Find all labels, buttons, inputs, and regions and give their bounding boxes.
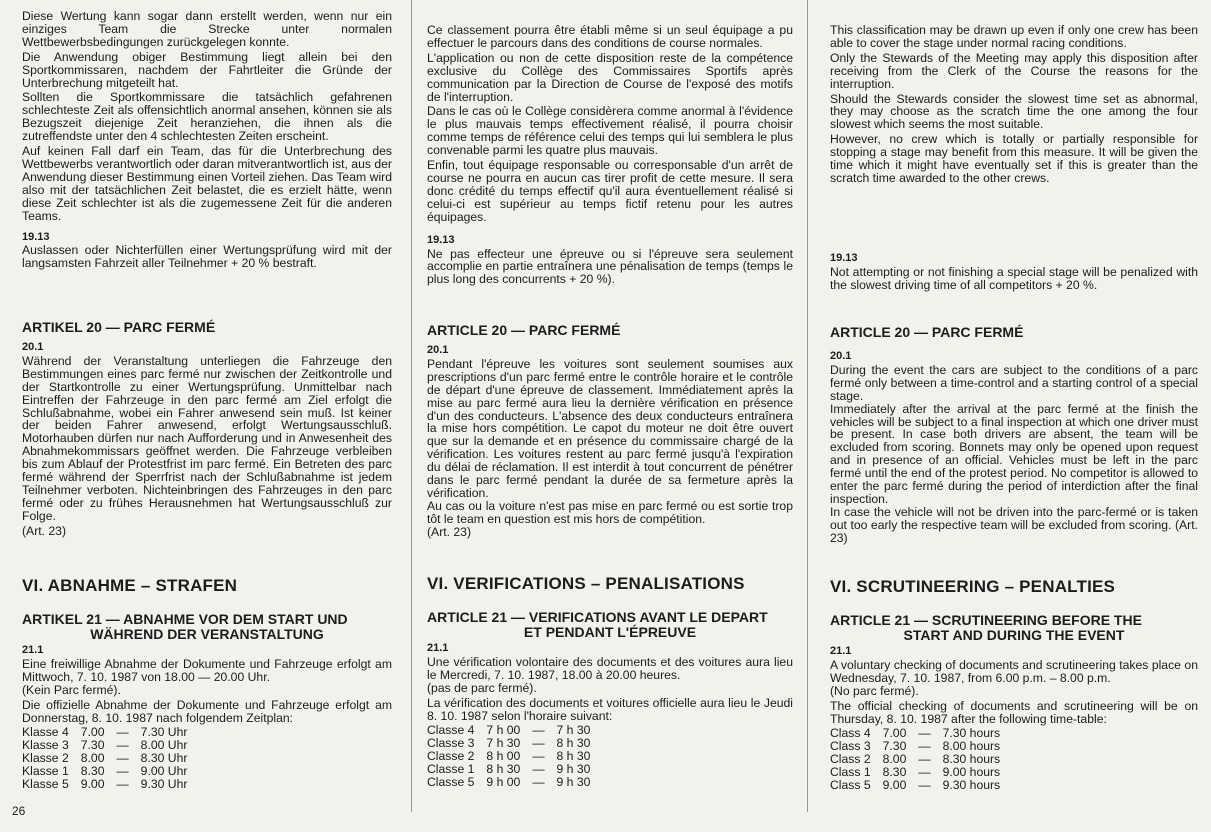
french-20-1: [427, 344, 793, 541]
section-text: A voluntary checking of documents and scrutineering takes place on Wednesday, 7. 10. 1987, from 6.00 p.m. – 8.00 p.m.: [830, 657, 1198, 685]
french-column: [427, 10, 793, 810]
article-20-title: ARTICLE 20 — PARC FERMÉ: [830, 324, 1024, 340]
section-number: 19.13: [830, 252, 858, 264]
article-21-title: [830, 613, 1198, 643]
section-number: 20.1: [830, 350, 852, 362]
german-intro-paragraph: Die Anwendung obiger Bestimmung liegt allein bei den Sportkommissaren, nachdem der Fahrtleiter die Gründe der Unterbrechung mitgeteilt hat.: [22, 49, 392, 90]
section-text: (pas de parc fermé).: [427, 680, 537, 695]
table-row: Klasse 2 8.00 — 8.30 Uhr: [22, 751, 188, 766]
section-text: During the event the cars are subject to the conditions of a parc fermé only between a time-control and a starting control of a special stage.: [830, 362, 1198, 403]
section-number: 19.13: [22, 230, 50, 243]
article-21-title-line2: ET PENDANT L'ÉPREUVE: [523, 624, 697, 640]
french-21-1: [427, 642, 793, 788]
section-text: (Kein Parc fermé).: [22, 682, 121, 697]
english-21-1: [830, 645, 1198, 791]
german-21-1: [22, 644, 392, 790]
schedule-table: [830, 727, 1012, 791]
table-row: Klasse 1 8.30 — 9.00 Uhr: [22, 763, 188, 778]
section-text: Auslassen oder Nichterfüllen einer Wertungsprüfung wird mit der langsamsten Fahrzeit aller Teilnehmer + 20 % bestraft.: [22, 243, 392, 271]
schedule-table: [22, 726, 199, 790]
section-text: Au cas ou la voiture n'est pas mise en parc fermé ou est sortie trop tôt le team en question est mis hors de compétition.: [427, 498, 793, 526]
section-text: Eine freiwillige Abnahme der Dokumente und Fahrzeuge erfolgt am Mittwoch, 7. 10. 1987 von 18.00 — 20.00 Uhr.: [22, 656, 392, 684]
table-row: Klasse 3 7.30 — 8.00 Uhr: [22, 738, 188, 753]
english-intro-paragraph: However, no crew which is totally or partially responsible for stopping a stage may benefit from this measure. It will be given the time which it might have eventually set if this is greater than the scratch time awarded to the other crews.: [830, 132, 1198, 185]
section-text: Pendant l'épreuve les voitures sont seulement soumises aux prescriptions d'un parc fermé entre le contrôle horaire et le contrôle de départ d'une épreuve de classement. Immédiatement après la mise au parc fermé aura lieu la dernière vérification en présence d'un des conducteurs. L'absence des deux conducteurs entraînera la mise hors compétition. Le capot du moteur ne doit être ouvert que sur la demande et en présence du commissaire chargé de la vérification. Les voitures restent au parc fermé jusqu'à l'expiration du délai de réclamation. Il est interdit à tout concurrent de pénétrer dans le parc fermé pendant la durée de sa fermeture après la vérification.: [427, 356, 793, 500]
schedule-table: [427, 724, 602, 788]
chapter-heading: VI. SCRUTINEERING – PENALTIES: [830, 577, 1116, 596]
english-19-13: [830, 252, 1198, 294]
chapter-heading: VI. ABNAHME – STRAFEN: [22, 576, 238, 595]
section-number: 21.1: [22, 644, 44, 656]
article-21-title: [427, 610, 793, 640]
section-text: Ne pas effecteur une épreuve ou si l'épreuve sera seulement accomplie en partie entraînera une pénalisation de temps (temps le plus long des concurrents + 20 %).: [427, 246, 793, 287]
section-number: 20.1: [22, 341, 44, 353]
french-intro-paragraph: Enfin, tout équipage responsable ou corresponsable d'un arrêt de course ne pourra en aucun cas tirer profit de cette mesure. Il sera donc crédité du temps effectif qu'il aura éventuellement réalisé si celui-ci est supérieur au temps fictif retenu pour les autres équipages.: [427, 158, 793, 224]
table-row: Klasse 4 7.00 — 7.30 Uhr: [22, 725, 188, 740]
section-text: La vérification des documents et voitures officielle aura lieu le Jeudi 8. 10. 1987 selon l'horaire suivant:: [427, 695, 793, 723]
german-intro-paragraph: Diese Wertung kann sogar dann erstellt werden, wenn nur ein einziges Team die Strecke unter normalen Wettbewerbsbedingungen zurückgelegen konnte.: [22, 9, 392, 49]
section-text: In case the vehicle will not be driven into the parc-fermé or is taken out too early the respective team will be excluded from scoring. (Art. 23): [830, 504, 1198, 545]
section-text: Immediately after the arrival at the parc fermé at the finish the vehicles will be subject to a final inspection at which one driver must be present. In case both drivers are absent, the team will be excluded from scoring. Bonnets may only be opened upon request and in presence of an official. Vehicles must be left in the parc fermé until the end of the protest period. No competitor is allowed to enter the parc fermé during the period of interdiction after the final inspection.: [830, 401, 1198, 506]
article-20-title: ARTICLE 20 — PARC FERMÉ: [427, 322, 621, 338]
english-intro: [830, 24, 1198, 187]
section-number: 20.1: [427, 344, 449, 356]
english-column: [830, 10, 1198, 810]
english-20-1: [830, 350, 1198, 545]
table-row: Classe 5 9 h 00 — 9 h 30: [427, 774, 591, 789]
table-row: Class 3 7.30 — 8.00 hours: [830, 739, 1001, 754]
table-row: Class 2 8.00 — 8.30 hours: [830, 752, 1001, 767]
chapter-heading: VI. VERIFICATIONS – PENALISATIONS: [427, 574, 745, 593]
article-21-title-line1: ARTIKEL 21 — ABNAHME VOR DEM START UND: [22, 611, 348, 627]
page-number: 26: [12, 804, 26, 818]
table-row: Class 4 7.00 — 7.30 hours: [830, 726, 1001, 741]
french-intro-paragraph: Dans le cas où le Collège considèrera comme anormal à l'évidence le plus mauvais temps effectivement réalisé, il pourra choisir comme temps de référence celui des temps qui lui semblera le plus convenable parmi les quatre plus mauvais.: [427, 104, 793, 158]
table-row: Class 1 8.30 — 9.00 hours: [830, 764, 1001, 779]
article-21-title-line1: ARTICLE 21 — SCRUTINEERING BEFORE THE: [830, 612, 1142, 628]
german-column: [22, 10, 392, 810]
article-20-title: ARTIKEL 20 — PARC FERMÉ: [22, 319, 216, 335]
table-row: Classe 4 7 h 00 — 7 h 30: [427, 723, 591, 738]
english-intro-paragraph: Should the Stewards consider the slowest time set as abnormal, they may choose as the scratch time the one among the four slowest which seems the most suitable.: [830, 91, 1198, 132]
english-intro-paragraph: This classification may be drawn up even if only one crew has been able to cover the stage under normal racing conditions.: [830, 23, 1198, 50]
article-reference: (Art. 23): [427, 524, 472, 539]
section-text: Not attempting or not finishing a special stage will be penalized with the slowest driving time of all competitors + 20 %.: [830, 264, 1198, 292]
section-text: Une vérification volontaire des documents et des voitures aura lieu le Mercredi, 7. 10. 1987, 18.00 à 20.00 heures.: [427, 654, 793, 682]
german-20-1: [22, 341, 392, 540]
section-text: Die offizielle Abnahme der Dokumente und Fahrzeuge erfolgt am Donnerstag, 8. 10. 1987 nach folgendem Zeitplan:: [22, 697, 392, 725]
article-21-title-line1: ARTICLE 21 — VERIFICATIONS AVANT LE DEPART: [427, 609, 768, 625]
french-intro-paragraph: L'application ou non de cette disposition reste de la compétence exclusive du Collège des Commissaires Sportifs après communication par la Direction de Course de l'exposé des motifs de l'interruption.: [427, 50, 793, 104]
article-21-title-line2: START AND DURING THE EVENT: [903, 627, 1125, 643]
german-intro: [22, 10, 392, 272]
column-divider-left: [411, 0, 412, 812]
section-number: 21.1: [427, 642, 449, 654]
section-number: 21.1: [830, 645, 852, 657]
table-row: Klasse 5 9.00 — 9.30 Uhr: [22, 776, 188, 791]
section-text: (No parc fermé).: [830, 683, 919, 698]
french-intro: [427, 24, 793, 288]
table-row: Classe 1 8 h 30 — 9 h 30: [427, 761, 591, 776]
article-21-title-line2: WÄHREND DER VERANSTALTUNG: [90, 626, 324, 642]
german-intro-paragraph: Auf keinen Fall darf ein Team, das für die Unterbrechung des Wettbewerbs verantwortlich oder daran mitverantwortlich ist, aus der Anwendung dieser Bestimmung einen Vorteil ziehen. Das Team wird also mit der tatsächlichen Zeit belastet, die es erzielt hätte, wenn diese Zeit schlechter ist als die zugemessene Zeit für die anderen Teams.: [22, 144, 392, 223]
table-row: Classe 3 7 h 30 — 8 h 30: [427, 736, 591, 751]
table-row: Classe 2 8 h 00 — 8 h 30: [427, 749, 591, 764]
article-21-title: [22, 612, 392, 642]
french-intro-paragraph: Ce classement pourra être établi même si un seul équipage a pu effectuer le parcours dans des conditions de course normales.: [427, 23, 793, 50]
german-intro-paragraph: Sollten die Sportkommissare die tatsächlich gefahrenen schlechteste Zeit als offensichtlich anormal ansehen, können sie als Bezugszeit diejenige Zeit heranziehen, die ihnen als die zutreffendste unter den 4 schlechtesten Zeiten erscheint.: [22, 90, 392, 144]
section-text: Während der Veranstaltung unterliegen die Fahrzeuge den Bestimmungen eines parc fermé nur zwischen der Zeitkontrolle und der Startkontrolle zu einer Wertungsprüfung. Unmittelbar nach Eintreffen der Fahrzeuge in den parc fermé am Ziel erfolgt die Schlußabnahme, wobei ein Fahrer anwesend sein muß. Ist keiner der beiden Fahrer anwesend, erfolgt Wertungsausschluß. Motorhauben dürfen nur nach Aufforderung und in Anwesenheit des Abnahmekommissars geöffnet werden. Die Fahrzeuge verbleiben bis zum Ablauf der Protestfrist im parc fermé. Ein Betreten des parc fermé während der Sperrfrist nach der Schlußabnahme ist jedem Teilnehmer verboten. Nichteinbringen des Fahrzeuges in den parc fermé oder zu frühes Herausnehmen hat Wertungsausschluß zur Folge.: [22, 353, 392, 523]
article-reference: (Art. 23): [22, 523, 67, 538]
column-divider-right: [807, 0, 808, 812]
english-intro-paragraph: Only the Stewards of the Meeting may apply this disposition after receiving from the Clerk of the Course the reasons for the interruption.: [830, 50, 1198, 91]
section-number: 19.13: [427, 233, 455, 246]
section-text: The official checking of documents and scrutineering will be on Thursday, 8. 10. 1987 after the following time-table:: [830, 698, 1198, 726]
table-row: Class 5 9.00 — 9.30 hours: [830, 777, 1001, 792]
